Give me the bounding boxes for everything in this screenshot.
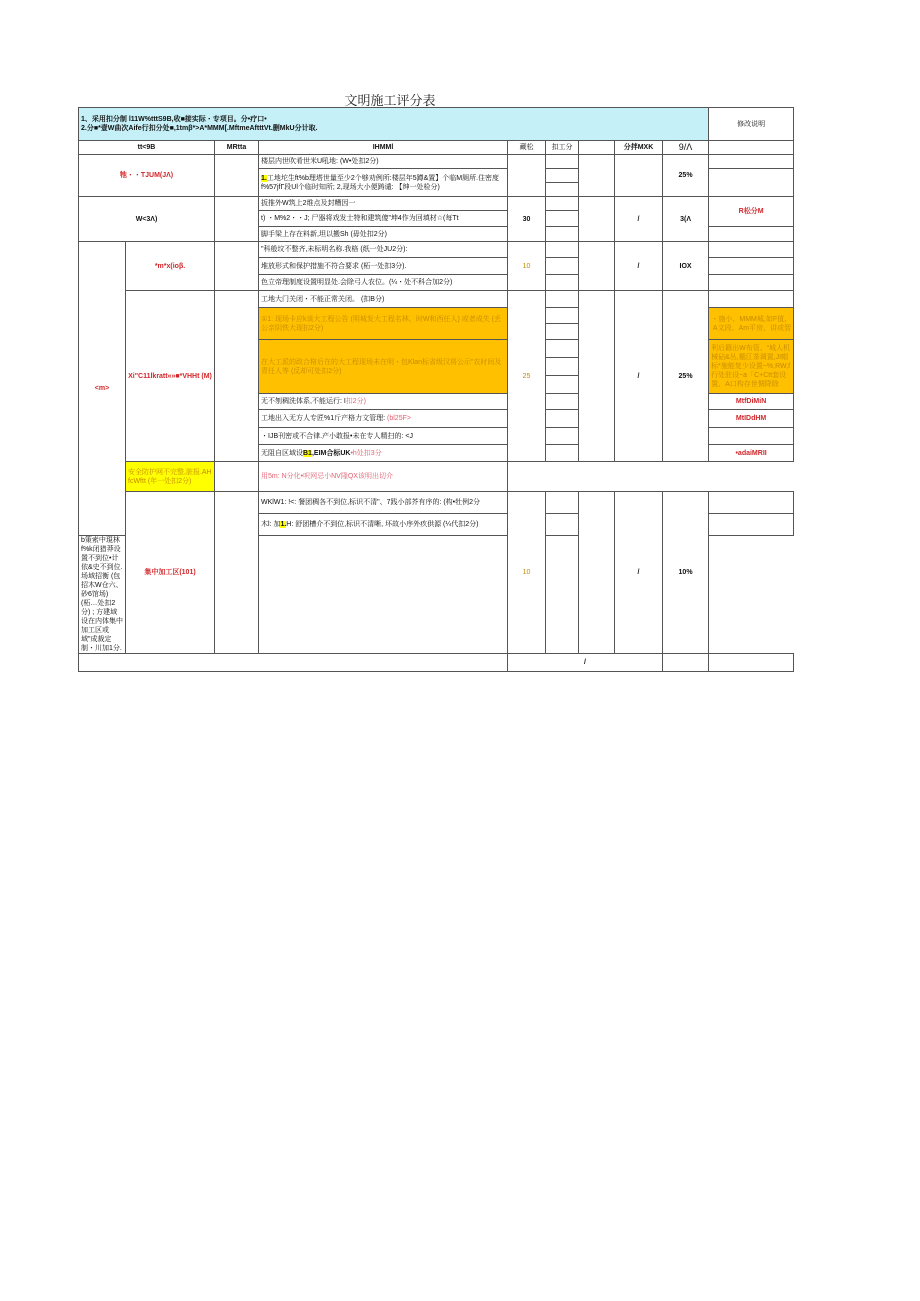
s3c-deduct-1 [546, 492, 579, 514]
s1-weight [615, 155, 663, 197]
s3c-slash: / [615, 492, 663, 654]
total-pct [663, 654, 709, 672]
s3c-item-2-mark: 1. [280, 521, 287, 528]
s3c-item-1: WKlW1: !<: 餐团稠各不到位,标识不清"、7践小部芥有序的: (构•牡例2分 [259, 492, 508, 514]
table-header-row [79, 141, 794, 155]
s2-remark: R松分M [709, 197, 794, 227]
s3b-remark-7: 用5m: Ν分化•呎网忌小ΝV隆QX该明出切介 [259, 462, 508, 492]
s3c-item-2 [259, 514, 508, 536]
s3b-item-7 [259, 445, 508, 462]
section-2-sub [215, 197, 259, 242]
s3a-pct: IOX [663, 242, 709, 291]
s3a-deduct-1 [546, 242, 579, 258]
s3c-score: 10 [508, 492, 546, 654]
s3b-item-5-text: 工地出入无方人专匠%1斤产格力文管理: [261, 415, 386, 422]
header-pct: 9/Λ [663, 141, 709, 155]
s3b-remark-0 [709, 291, 794, 308]
s3b-item-3: 在大工派的政合格后在的大工程现场未在明・包Klan标省级汉将公示”农时间及青任人等 (反却可处扣2分) [259, 340, 508, 394]
section-3-group: <m> [79, 242, 126, 536]
s1-deduct-2 [546, 169, 579, 183]
s3b-slash: / [615, 291, 663, 462]
s3a-item-3: 色立帝理制度设置明显处.会除弓人农位。(¼・处不科合加2分) [259, 275, 508, 291]
score-sheet-table [78, 107, 794, 672]
s3c-deduct-3 [259, 536, 508, 654]
s3b-deduct-6 [546, 376, 579, 394]
s3a-deduct-2 [546, 258, 579, 275]
s3c-pct: 10% [663, 492, 709, 654]
s3b-item-7-tail: ,EIM合标UK [311, 449, 351, 457]
s3b-pct: 25% [663, 291, 709, 462]
s3b-deduct-4 [546, 340, 579, 358]
s3b-remark-4: MtIDdHM [709, 410, 794, 428]
s3c-deduct-2 [546, 514, 579, 536]
s3a-remark-2 [709, 258, 794, 275]
s1-score [508, 155, 546, 197]
s3a-remark-3 [709, 275, 794, 291]
s3b-deduct-3 [546, 324, 579, 340]
s3b-deduct-8 [546, 410, 579, 428]
s2-slash: / [615, 197, 663, 242]
s3a-item-1: "科般坟不整齐,未标明名称.我格 (纸一处JU2分): [259, 242, 508, 258]
s3c-item-3: b策索中現林f%k闭猎莽设置不到位•计依&史不到位.场域招衡 (包招木W仓六、砂6馆场) (柘…处扣2分) ; 方建域设在内体集中加工区或域"成裁定制・川加1分. [79, 536, 126, 654]
header-category: tt<9B [79, 141, 215, 155]
s3c-item-2-tail: H: 舒团槽介不到位,标识不清晰, 坏故小序外疚供源 (¼代扣2分) [286, 521, 479, 528]
s3b-deduct-9 [546, 428, 579, 445]
notice-cell [79, 108, 709, 141]
header-score: 藏松 [508, 141, 546, 155]
s2-score: 30 [508, 197, 546, 242]
header-remark [709, 141, 794, 155]
s3b-remark-3: MtfDiMiN [709, 394, 794, 410]
s3b-deduct-10 [546, 445, 579, 462]
s3-sub-3-name: 集中加工区(101) [126, 492, 215, 654]
s1-remark-2 [709, 169, 794, 197]
s3b-item-5-tail: (bl25F> [387, 415, 411, 422]
s3b-deduct-1 [546, 291, 579, 308]
s3b-remark-6: •adaiMRII [709, 445, 794, 462]
page-title: 文明施工评分表 [344, 93, 436, 108]
s3b-remark-5 [709, 428, 794, 445]
s3-sub-1-blank [215, 242, 259, 291]
s3-sub-1-name: *m*x(ioβ. [126, 242, 215, 291]
s3b-deduct-7 [546, 394, 579, 410]
s3a-deduct-3 [546, 275, 579, 291]
s3b-item-8: 安全防护网不完整,脏报.AHfcWftt (年一处扣2分) [126, 462, 215, 492]
s3b-item-4-tail: 扣2分) [345, 398, 367, 405]
s3-sub-2-blank [215, 291, 259, 462]
s3a-blank [579, 242, 615, 291]
s2-pct: 3(Λ [663, 197, 709, 242]
s3a-remark-1 [709, 242, 794, 258]
s2-deduct-2 [546, 211, 579, 227]
s1-pct: 25% [663, 155, 709, 197]
header-deduct: 扣工分 [546, 141, 579, 155]
total-slash: / [508, 654, 663, 672]
s2-item-1: 扳推外W筑上2维点及封糟因一 [259, 197, 508, 211]
s3b-remark-2: 利后籍出W布管、“城人机械砧&丛,棚江茶调置,JI帽标*施能复少设置~%,RW,f行处驻设~a「C+Ctt套设置、A口构存世惆降除 [709, 340, 794, 394]
notice-line-1: 1、采用扣分制 l11W%tttS9B,收■接实际・专项目。分•疗口• [81, 116, 267, 123]
section-2-name: W<3Λ) [79, 197, 215, 242]
s1-remark-1 [709, 155, 794, 169]
s3c-remark-1 [709, 492, 794, 514]
s3b-item-7-mark: B1 [303, 449, 312, 457]
s1-item-2 [259, 169, 508, 197]
s3b-deduct-5 [546, 358, 579, 376]
total-remark [709, 654, 794, 672]
s3b-item-2: ①1: 现场卡应k该大工程公告 (明城发大工程名林、时W和西任人) 或者成失 (丢公亲阴铁大现扣2分) [259, 308, 508, 340]
s2-item-2: t) ・M%2・・J; 尸器将戏发士特和建筑傻”坤4作为回填材☆(每Tt [259, 211, 508, 227]
s3b-item-7-text: 无阻自区域设 [261, 449, 303, 457]
notice-line-2: 2.分■*壹W曲次Aife行扣分处■,1tmβ*>A*MMM[.MftmeAftttVt.删MkU分计取. [81, 125, 318, 132]
s3a-score: 10 [508, 242, 546, 291]
s3c-remark-3 [546, 536, 579, 654]
s3c-remark-2 [709, 514, 794, 536]
s2-deduct-1 [546, 197, 579, 211]
total-label-cell [79, 654, 508, 672]
s3-sub-2-name: Xi"C11lkratt«»■*VHHt (M) [126, 291, 215, 462]
section-1-name: 牠・・TJUM(JΛ) [79, 155, 215, 197]
s1-blank [579, 155, 615, 197]
s1-deduct-1 [546, 155, 579, 169]
s2-item-3: 脚手梁上存在料新,坦以搬Sh (毋处扣2分) [259, 227, 508, 242]
s3b-deduct-2 [546, 308, 579, 324]
s2-deduct-3 [546, 227, 579, 242]
s3b-item-1: 工地大门关闭・不能正常关闭。 (扣B分) [259, 291, 508, 308]
section-1-sub [215, 155, 259, 197]
s3a-slash: / [615, 242, 663, 291]
remark-header: 修改说明 [709, 108, 794, 141]
s3c-item-2-text: 木l: 加 [261, 521, 281, 528]
s3b-item-6: ・IJB刊密或不合律.产小敢报•未在专人精扫的: <J [259, 428, 508, 445]
s3b-item-7-tail2: •h处扣3分 [350, 449, 382, 457]
s1-item-2-mark: 1. [261, 174, 267, 182]
s1-item-2-text: 工地坨生ft%b理塔世量至少2个够劝例所:楼层年5蹲&置】个临M厕所.住密度f%57jfΓ段Ul个临时知所; 2,现场大小便踌谴: 【绅一处检分) [261, 174, 500, 191]
s2-remark-3 [709, 227, 794, 242]
s3a-item-2: 堆放形式和保护措施不符合要求 (柘一处扣3分). [259, 258, 508, 275]
header-sub: MRtta [215, 141, 259, 155]
s3b-remark-1: ・施小、MMM城,如F值、Α文段、Am平房、讲或智 [709, 308, 794, 340]
header-weight: 分拌MXK [615, 141, 663, 155]
s3b-score: 25 [508, 291, 546, 462]
s3c-blank [579, 492, 615, 654]
s3b-deduct-11 [215, 462, 259, 492]
s2-blank [579, 197, 615, 242]
header-blank [579, 141, 615, 155]
header-content: IHMMl [259, 141, 508, 155]
s3b-blank [579, 291, 615, 462]
s3-sub-3-blank [215, 492, 259, 654]
s3b-item-4 [259, 394, 508, 410]
s1-item-1: 楼层内世吹肴世米U吼地: (W•处扣2分) [259, 155, 508, 169]
s1-deduct-3 [546, 183, 579, 197]
s3b-item-4-text: 无不刎稠洗体系,不能运行: I [261, 398, 346, 405]
s3b-item-5 [259, 410, 508, 428]
